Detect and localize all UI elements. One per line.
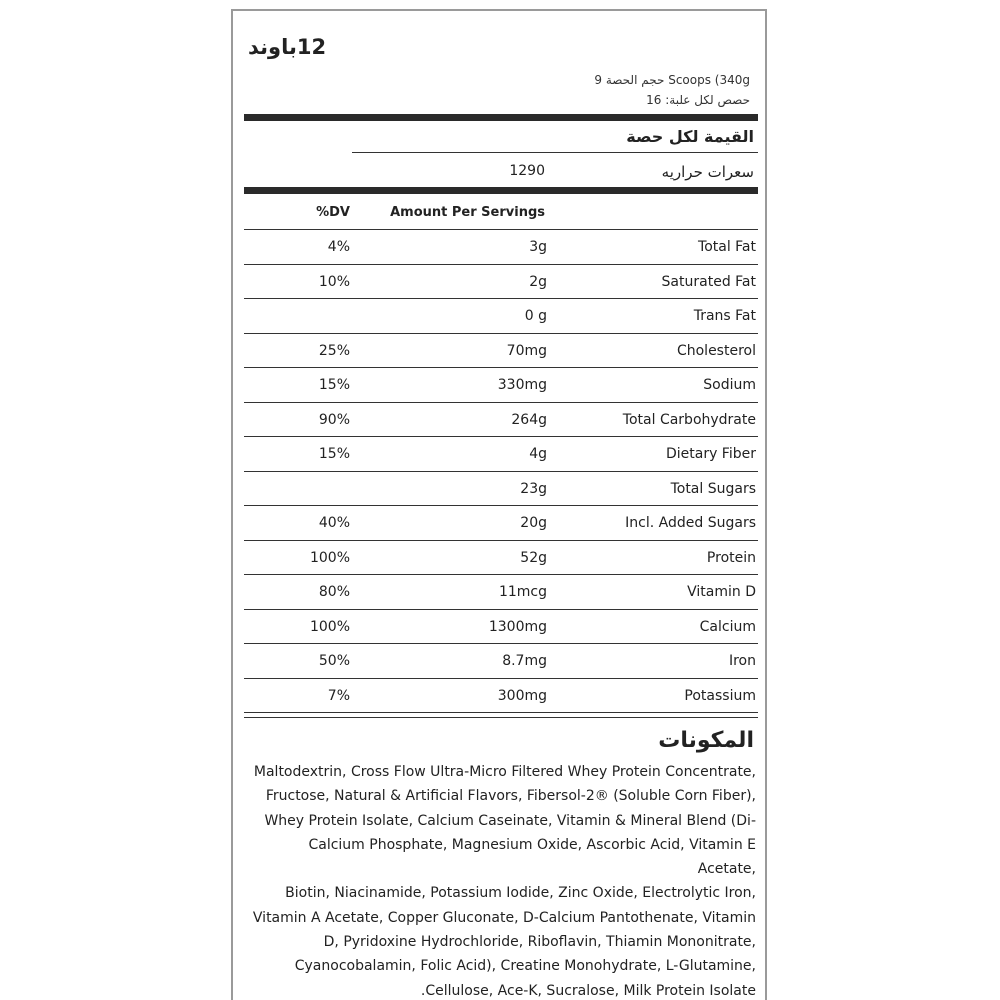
- nutrient-dv: 80%: [318, 584, 350, 600]
- nutrient-row: [244, 472, 758, 507]
- nutrient-amount: 0 g: [524, 308, 547, 324]
- ingredients-line: D, Pyridoxine Hydrochloride, Riboflavin, Thiamin Mononitrate,: [323, 934, 756, 951]
- nutrient-row: [244, 575, 758, 610]
- ingredients-heading: المكونات: [658, 728, 754, 753]
- nutrient-row: [244, 679, 758, 714]
- ingredients-text: [250, 760, 756, 1000]
- nutrient-dv: 100%: [309, 549, 350, 566]
- nutrient-name: Sodium: [703, 377, 756, 393]
- nutrient-row: [244, 644, 758, 679]
- nutrient-amount: 52g: [520, 549, 547, 566]
- nutrient-dv: 10%: [318, 273, 350, 290]
- ingredients-line: Maltodextrin, Cross Flow Ultra-Micro Filtered Whey Protein Concentrate,: [253, 764, 756, 780]
- nutrient-row: [244, 334, 758, 369]
- ingredients-line: Fructose, Natural & Artificial Flavors, Fibersol-2® (Soluble Corn Fiber),: [265, 788, 756, 805]
- nutrient-name: Total Sugars: [670, 480, 756, 497]
- nutrient-name: Saturated Fat: [661, 273, 756, 290]
- ingredients-line: Biotin, Niacinamide, Potassium Iodide, Zinc Oxide, Electrolytic Iron,: [285, 885, 756, 902]
- calories-value: 1290: [509, 163, 545, 179]
- nutrient-dv: 25%: [318, 342, 350, 359]
- nutrient-row: [244, 403, 758, 438]
- ingredients-line: .Cellulose, Ace-K, Sucralose, Milk Protein Isolate: [420, 982, 756, 999]
- nutrient-row: [244, 368, 758, 403]
- nutrient-name: Cholesterol: [676, 342, 756, 359]
- nutrient-name: Incl. Added Sugars: [625, 515, 756, 531]
- ingredients-line: Calcium Phosphate, Magnesium Oxide, Ascorbic Acid, Vitamin E Acetate,: [308, 836, 756, 878]
- nutrient-amount: 264g: [511, 411, 547, 428]
- nutrient-row: [244, 265, 758, 300]
- serving-size: حجم الحصة 9 Scoops (340g: [594, 73, 750, 87]
- nutrient-amount: 11mcg: [498, 584, 547, 600]
- nutrient-dv: 100%: [309, 618, 350, 635]
- nutrient-amount: 300mg: [497, 687, 547, 704]
- per-serving-heading: القيمة لكل حصة: [626, 127, 754, 146]
- calories-label: سعرات حراريه: [661, 163, 754, 181]
- label-title: 12باوند: [248, 35, 327, 59]
- nutrient-amount: 23g: [520, 480, 547, 497]
- nutrient-dv: 4%: [327, 239, 350, 255]
- nutrient-row: [244, 506, 758, 541]
- nutrient-amount: 20g: [520, 515, 547, 531]
- nutrient-name: Iron: [728, 653, 756, 669]
- header-amount: Amount Per Servings: [390, 205, 545, 220]
- servings-per-container: حصص لكل علبة: 16: [646, 93, 750, 107]
- nutrient-name: Calcium: [699, 618, 756, 635]
- nutrient-name: Vitamin D: [687, 584, 756, 600]
- nutrient-row: [244, 230, 758, 265]
- nutrient-amount: 4g: [529, 446, 547, 462]
- nutrient-amount: 2g: [529, 273, 547, 290]
- divider-thick: [244, 114, 758, 121]
- nutrient-dv: 50%: [318, 653, 350, 669]
- ingredients-line: Cyanocobalamin, Folic Acid), Creatine Monohydrate, L-Glutamine,: [294, 958, 756, 975]
- nutrient-dv: 15%: [318, 446, 350, 462]
- nutrient-dv: 15%: [318, 377, 350, 393]
- nutrient-row: [244, 299, 758, 334]
- nutrient-dv: 40%: [318, 515, 350, 531]
- ingredients-line: Whey Protein Isolate, Calcium Caseinate, Vitamin & Mineral Blend (Di-: [264, 812, 756, 829]
- divider-thin: [244, 717, 758, 718]
- nutrient-amount: 1300mg: [488, 618, 547, 635]
- nutrient-row: [244, 541, 758, 576]
- nutrient-dv: 7%: [327, 687, 350, 704]
- nutrient-row: [244, 437, 758, 472]
- divider-thick: [244, 187, 758, 194]
- nutrient-amount: 3g: [529, 239, 547, 255]
- nutrient-amount: 8.7mg: [502, 653, 547, 669]
- header-dv: %DV: [316, 205, 350, 220]
- nutrient-name: Total Fat: [698, 239, 756, 255]
- nutrient-row: [244, 610, 758, 645]
- nutrient-name: Dietary Fiber: [665, 446, 756, 462]
- nutrient-dv: 90%: [318, 411, 350, 428]
- nutrient-name: Trans Fat: [693, 308, 756, 324]
- nutrient-name: Potassium: [684, 687, 756, 704]
- nutrient-amount: 70mg: [506, 342, 547, 359]
- divider-thin: [352, 152, 758, 153]
- nutrient-name: Protein: [706, 549, 756, 566]
- nutrient-amount: 330mg: [497, 377, 547, 393]
- nutrient-name: Total Carbohydrate: [622, 411, 756, 428]
- ingredients-line: Vitamin A Acetate, Copper Gluconate, D-Calcium Pantothenate, Vitamin: [252, 909, 756, 926]
